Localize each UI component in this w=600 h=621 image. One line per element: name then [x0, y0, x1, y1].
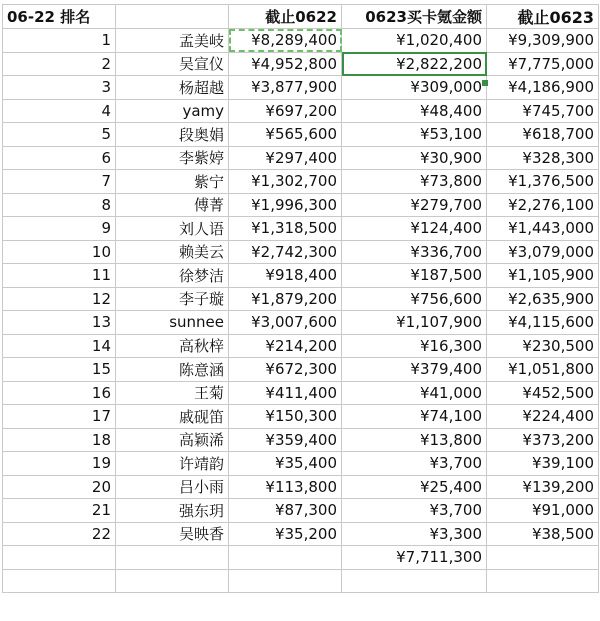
topup-0623-cell[interactable]: ¥187,500	[342, 264, 487, 288]
total-0623-cell[interactable]: ¥1,105,900	[487, 264, 599, 288]
value-0622-cell[interactable]: ¥35,400	[229, 452, 342, 476]
topup-0623-cell[interactable]: ¥53,100	[342, 123, 487, 147]
table-row	[3, 217, 599, 241]
table-row	[3, 428, 599, 452]
topup-0623-cell[interactable]: ¥74,100	[342, 405, 487, 429]
rank-cell[interactable]: 20	[3, 475, 116, 499]
table-row	[3, 287, 599, 311]
topup-sum-cell[interactable]: ¥7,711,300	[342, 546, 487, 570]
name-cell[interactable]: 段奥娟	[116, 123, 229, 147]
rank-cell[interactable]: 11	[3, 264, 116, 288]
empty-cell[interactable]	[116, 546, 229, 570]
value-0622-cell[interactable]: ¥214,200	[229, 334, 342, 358]
empty-cell[interactable]	[116, 569, 229, 593]
total-0623-cell[interactable]: ¥4,115,600	[487, 311, 599, 335]
value-0622-cell[interactable]: ¥8,289,400	[229, 29, 342, 53]
total-0623-cell[interactable]: ¥1,443,000	[487, 217, 599, 241]
value-0622-cell[interactable]: ¥359,400	[229, 428, 342, 452]
empty-cell[interactable]	[487, 546, 599, 570]
table-row	[3, 522, 599, 546]
rank-cell[interactable]: 10	[3, 240, 116, 264]
rank-cell[interactable]: 6	[3, 146, 116, 170]
total-0623-cell[interactable]: ¥1,376,500	[487, 170, 599, 194]
table-row	[3, 452, 599, 476]
table-row	[3, 264, 599, 288]
table-row	[3, 240, 599, 264]
table-row	[3, 405, 599, 429]
topup-0623-cell[interactable]: ¥309,000	[342, 76, 487, 100]
name-cell[interactable]: 陈意涵	[116, 358, 229, 382]
total-0623-cell[interactable]: ¥618,700	[487, 123, 599, 147]
topup-0623-cell[interactable]: ¥48,400	[342, 99, 487, 123]
total-0623-cell[interactable]: ¥230,500	[487, 334, 599, 358]
empty-cell[interactable]	[3, 546, 116, 570]
total-0623-cell[interactable]: ¥38,500	[487, 522, 599, 546]
name-cell[interactable]: 许靖韵	[116, 452, 229, 476]
table-row	[3, 170, 599, 194]
rank-cell[interactable]: 19	[3, 452, 116, 476]
table-row	[3, 146, 599, 170]
rank-header-cell[interactable]: 06-22 排名	[3, 5, 116, 29]
value-0622-cell[interactable]: ¥672,300	[229, 358, 342, 382]
value-0622-cell[interactable]: ¥3,877,900	[229, 76, 342, 100]
total-0623-cell[interactable]: ¥3,079,000	[487, 240, 599, 264]
name-cell[interactable]: 戚砚笛	[116, 405, 229, 429]
topup-0623-cell[interactable]: ¥279,700	[342, 193, 487, 217]
selection-fill-handle[interactable]	[482, 80, 488, 86]
table-row	[3, 123, 599, 147]
name-cell[interactable]: yamy	[116, 99, 229, 123]
table-row	[3, 358, 599, 382]
spreadsheet-table	[2, 4, 599, 593]
empty-cell[interactable]	[229, 569, 342, 593]
rank-cell[interactable]: 8	[3, 193, 116, 217]
empty-cell[interactable]	[229, 546, 342, 570]
col-0623-total-header-cell[interactable]: 截止0623	[487, 5, 599, 29]
value-0622-cell[interactable]: ¥1,879,200	[229, 287, 342, 311]
total-0623-cell[interactable]: ¥91,000	[487, 499, 599, 523]
total-0623-cell[interactable]: ¥4,186,900	[487, 76, 599, 100]
topup-0623-cell[interactable]: ¥25,400	[342, 475, 487, 499]
topup-0623-cell[interactable]: ¥16,300	[342, 334, 487, 358]
rank-cell[interactable]: 21	[3, 499, 116, 523]
topup-0623-cell[interactable]: ¥2,822,200	[342, 52, 487, 76]
total-0623-cell[interactable]: ¥9,309,900	[487, 29, 599, 53]
total-0623-cell[interactable]: ¥452,500	[487, 381, 599, 405]
table-row	[3, 475, 599, 499]
total-0623-cell[interactable]: ¥139,200	[487, 475, 599, 499]
topup-0623-cell[interactable]: ¥1,020,400	[342, 29, 487, 53]
value-0622-cell[interactable]: ¥297,400	[229, 146, 342, 170]
table-row	[3, 381, 599, 405]
name-cell[interactable]: 紫宁	[116, 170, 229, 194]
rank-cell[interactable]: 4	[3, 99, 116, 123]
topup-0623-cell[interactable]: ¥73,800	[342, 170, 487, 194]
empty-cell[interactable]	[3, 569, 116, 593]
col-0623-topup-header-cell[interactable]: 0623买卡氪金额	[342, 5, 487, 29]
rank-cell[interactable]: 9	[3, 217, 116, 241]
name-cell[interactable]: 高颖浠	[116, 428, 229, 452]
name-cell[interactable]: 赖美云	[116, 240, 229, 264]
total-0623-cell[interactable]: ¥745,700	[487, 99, 599, 123]
value-0622-cell[interactable]: ¥3,007,600	[229, 311, 342, 335]
value-0622-cell[interactable]: ¥2,742,300	[229, 240, 342, 264]
value-0622-cell[interactable]: ¥565,600	[229, 123, 342, 147]
value-0622-cell[interactable]: ¥87,300	[229, 499, 342, 523]
value-0622-cell[interactable]: ¥697,200	[229, 99, 342, 123]
header-row	[3, 5, 599, 29]
name-cell[interactable]: 强东玥	[116, 499, 229, 523]
value-0622-cell[interactable]: ¥1,996,300	[229, 193, 342, 217]
value-0622-cell[interactable]: ¥150,300	[229, 405, 342, 429]
value-0622-cell[interactable]: ¥1,302,700	[229, 170, 342, 194]
total-0623-cell[interactable]: ¥2,635,900	[487, 287, 599, 311]
table-row	[3, 311, 599, 335]
name-cell[interactable]: 杨超越	[116, 76, 229, 100]
rank-cell[interactable]: 2	[3, 52, 116, 76]
topup-0623-cell[interactable]: ¥3,300	[342, 522, 487, 546]
name-cell[interactable]: 傅菁	[116, 193, 229, 217]
value-0622-cell[interactable]: ¥113,800	[229, 475, 342, 499]
table-row	[3, 29, 599, 53]
rank-cell[interactable]: 15	[3, 358, 116, 382]
topup-0623-cell[interactable]: ¥336,700	[342, 240, 487, 264]
value-0622-cell[interactable]: ¥918,400	[229, 264, 342, 288]
rank-cell[interactable]: 3	[3, 76, 116, 100]
name-cell[interactable]: 刘人语	[116, 217, 229, 241]
value-0622-cell[interactable]: ¥4,952,800	[229, 52, 342, 76]
sum-row	[3, 546, 599, 570]
rank-cell[interactable]: 5	[3, 123, 116, 147]
empty-row	[3, 569, 599, 593]
value-0622-cell[interactable]: ¥35,200	[229, 522, 342, 546]
topup-0623-cell[interactable]: ¥756,600	[342, 287, 487, 311]
name-cell[interactable]: 李子璇	[116, 287, 229, 311]
name-cell[interactable]: 徐梦洁	[116, 264, 229, 288]
rank-cell[interactable]: 22	[3, 522, 116, 546]
table-row	[3, 99, 599, 123]
name-cell[interactable]: 李紫婷	[116, 146, 229, 170]
total-0623-cell[interactable]: ¥7,775,000	[487, 52, 599, 76]
table-row	[3, 499, 599, 523]
total-0623-cell[interactable]: ¥373,200	[487, 428, 599, 452]
name-cell[interactable]: 高秋梓	[116, 334, 229, 358]
rank-cell[interactable]: 1	[3, 29, 116, 53]
name-cell[interactable]: 吴宣仪	[116, 52, 229, 76]
table-row	[3, 76, 599, 100]
name-cell[interactable]: sunnee	[116, 311, 229, 335]
table-row	[3, 52, 599, 76]
name-header-cell[interactable]	[116, 5, 229, 29]
empty-cell[interactable]	[342, 569, 487, 593]
total-0623-cell[interactable]: ¥328,300	[487, 146, 599, 170]
rank-cell[interactable]: 7	[3, 170, 116, 194]
value-0622-cell[interactable]: ¥411,400	[229, 381, 342, 405]
topup-0623-cell[interactable]: ¥30,900	[342, 146, 487, 170]
topup-0623-cell[interactable]: ¥41,000	[342, 381, 487, 405]
value-0622-cell[interactable]: ¥1,318,500	[229, 217, 342, 241]
topup-0623-cell[interactable]: ¥1,107,900	[342, 311, 487, 335]
total-0623-cell[interactable]: ¥39,100	[487, 452, 599, 476]
rank-cell[interactable]: 17	[3, 405, 116, 429]
name-cell[interactable]: 吴映香	[116, 522, 229, 546]
rank-cell[interactable]: 12	[3, 287, 116, 311]
topup-0623-cell[interactable]: ¥13,800	[342, 428, 487, 452]
rank-cell[interactable]: 18	[3, 428, 116, 452]
col-0622-header-cell[interactable]: 截止0622	[229, 5, 342, 29]
topup-0623-cell[interactable]: ¥3,700	[342, 499, 487, 523]
topup-0623-cell[interactable]: ¥3,700	[342, 452, 487, 476]
rank-cell[interactable]: 16	[3, 381, 116, 405]
empty-cell[interactable]	[487, 569, 599, 593]
name-cell[interactable]: 吕小雨	[116, 475, 229, 499]
name-cell[interactable]: 孟美岐	[116, 29, 229, 53]
total-0623-cell[interactable]: ¥224,400	[487, 405, 599, 429]
total-0623-cell[interactable]: ¥1,051,800	[487, 358, 599, 382]
topup-0623-cell[interactable]: ¥124,400	[342, 217, 487, 241]
total-0623-cell[interactable]: ¥2,276,100	[487, 193, 599, 217]
table-row	[3, 334, 599, 358]
name-cell[interactable]: 王菊	[116, 381, 229, 405]
rank-cell[interactable]: 14	[3, 334, 116, 358]
rank-cell[interactable]: 13	[3, 311, 116, 335]
table-row	[3, 193, 599, 217]
topup-0623-cell[interactable]: ¥379,400	[342, 358, 487, 382]
